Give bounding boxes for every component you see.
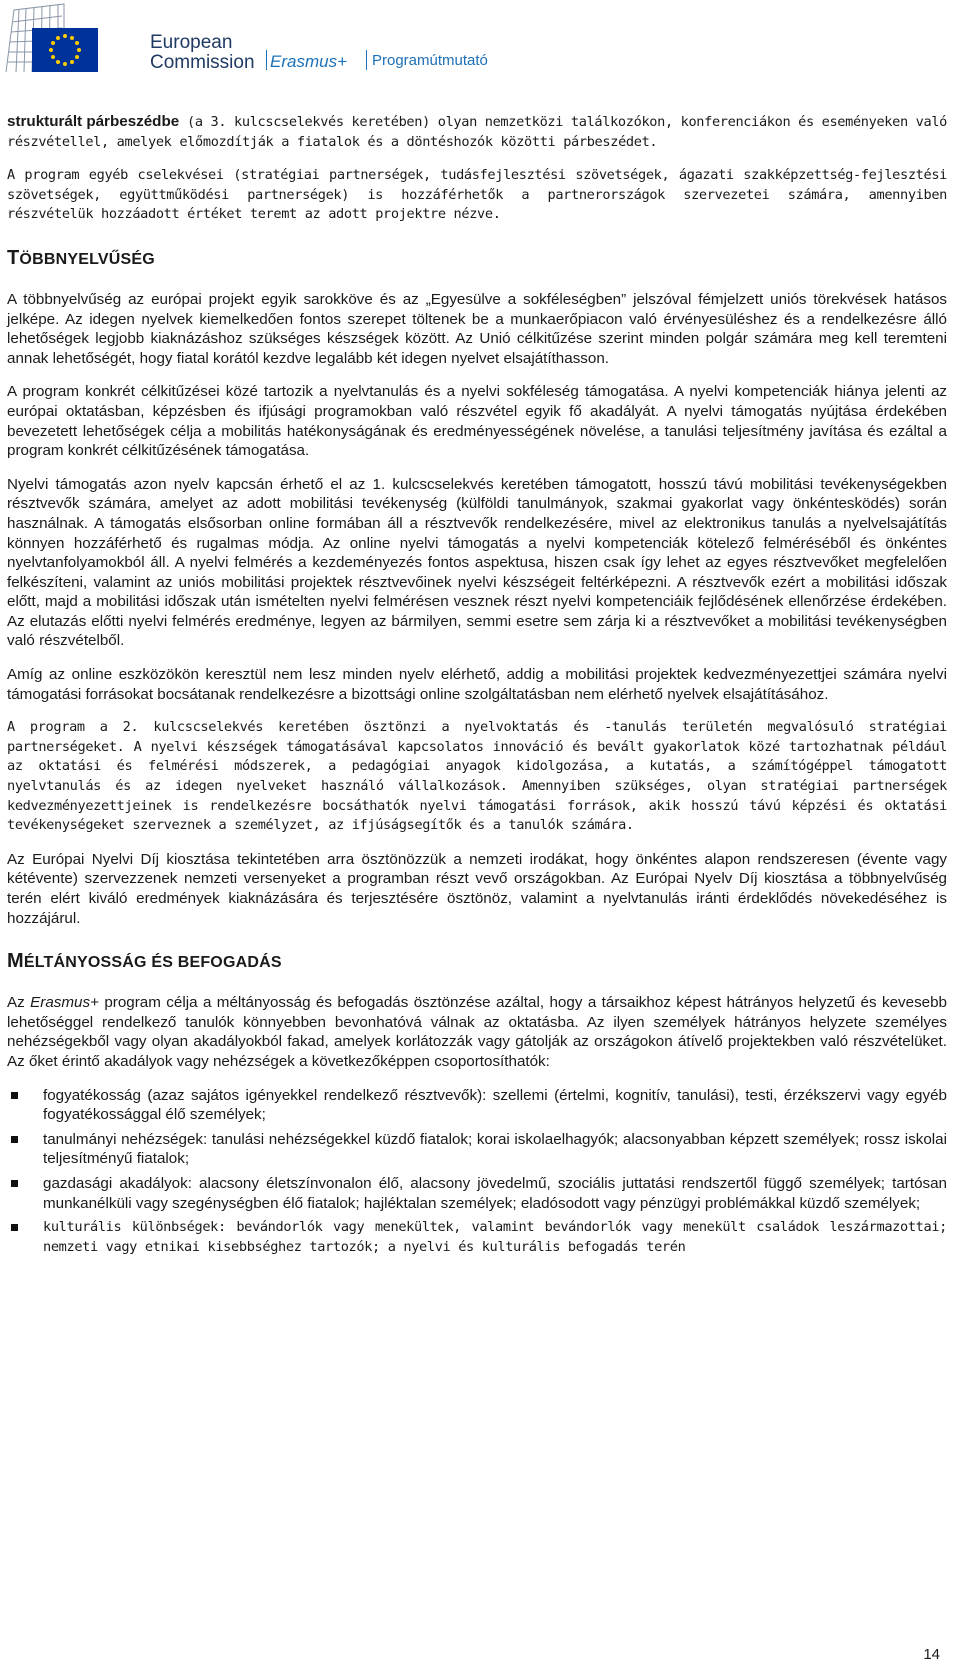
heading-equity-inclusion	[7, 950, 947, 973]
paragraph-language-label: Az Európai Nyelvi Díj kiosztása tekintetében arra ösztönözzük a nemzeti irodákat, hogy önkéntes alapon rendszeresen (évente vagy kétévente) szervezzenek nemzeti versenyeket a programban részt vevő országokban. Az Európai Nyelv Díj kiosztása a többnyelvűség terén elért kiváló eredmények kiaknázására és terjesztésére ösztönöz, valamint a nyelvtanulás iránti érdeklődés növekedéséhez is hozzájárul.	[7, 850, 947, 927]
heading-multilingualism	[7, 247, 947, 270]
header-divider	[266, 50, 267, 70]
paragraph-text: (a 3. kulcscselekvés keretében) olyan nemzetközi találkozókon, konferenciákon és eseményeken való részvétellel, amelyek előmozdítják a fiatalok és a döntéshozók közötti párbeszédet.	[7, 114, 947, 150]
heading-rest: ÖBBNYELVŰSÉG	[19, 250, 155, 268]
org-name-line1: European	[150, 32, 233, 53]
program-name-italic: Erasmus+	[30, 994, 99, 1012]
list-item: gazdasági akadályok: alacsony életszínvonalon élő, alacsony jövedelmű, szociális juttatási rendszertől függő személyek; tartósan munkanélküli vagy szegénységben élő fiatalok; hajléktalan személyek; eladósodott vagy pénzügyi problémákkal küzdő személyek;	[43, 1174, 947, 1212]
eu-flag-icon	[32, 28, 98, 72]
obstacles-list	[7, 1086, 947, 1258]
paragraph-strategic-partnerships: A program a 2. kulcscselekvés keretében ösztönzi a nyelvoktatás és -tanulás területén megvalósuló stratégiai partnerségeket. A nyelvi készségek támogatásával kapcsolatos innováció és bevált gyakorlatok közé tartozhatnak például az oktatási és felmérési módszerek, a pedagógiai anyagok kidolgozása, a kutatás, a számítógéppel támogatott nyelvtanulás és az idegen nyelveket használó vállalkozások. Amennyiben szükséges, olyan stratégiai partnerségek kedvezményezettjeinek is rendelkezésre bocsáthatók nyelvi támogatási források, akik hosszú távú képzési és oktatási tevékenységeket szerveznek a személyzet, az ifjúságsegítők és a tanulók számára.	[7, 719, 947, 834]
paragraph-multilingualism: A többnyelvűség az európai projekt egyik sarokköve és az „Egyesülve a sokféleségben” jelszóval fémjelzett uniós törekvések hatásos jelképe. Az idegen nyelvek kiemelkedően fontos szerepet töltenek be a munkaerőpiacon való érvényesüléshez és a rendelkezésre álló lehetőségek legjobb kiaknázáshoz szükséges készségek között. Az Unió célkitűzése szerint minden polgár számára meg kell teremteni annak lehetőségét, hogy fiatal korától kezdve legalább két idegen nyelvet elsajátíthasson.	[7, 290, 947, 367]
heading-initial: M	[7, 950, 24, 973]
guide-label: Programútmutató	[372, 52, 488, 69]
bold-term: strukturált párbeszédbe	[7, 113, 180, 130]
paragraph-equity	[7, 993, 947, 1071]
paragraph-text: Az	[7, 994, 31, 1012]
document-body	[7, 112, 947, 1262]
paragraph-online-tools: Amíg az online eszközökön keresztül nem lesz minden nyelv elérhető, addig a mobilitási projektek kedvezményezettjei számára nyelvi támogatási forrásokat bocsátanak rendelkezésre a bizottsági online szolgáltatásban nem elérhető nyelvek elsajátításához.	[7, 666, 947, 703]
paragraph-other-actions: A program egyéb cselekvései (stratégiai partnerségek, tudásfejlesztési szövetségek, ágazati szakképzettség-fejlesztési szövetségek, együttműködési partnerségek) is hozzáférhetők a partnerországok szervezetei számára, amennyiben részvételük hozzáadott értéket teremt az adott projektre nézve.	[7, 167, 947, 223]
list-item: tanulmányi nehézségek: tanulási nehézségekkel küzdő fiatalok; korai iskolaelhagyók; alacsonyabban képzett személyek; rossz iskolai teljesítményű fiatalok;	[43, 1130, 947, 1168]
page-number: 14	[923, 1646, 940, 1663]
list-item: fogyatékosság (azaz sajátos igényekkel rendelkező résztvevők): szellemi (értelmi, kognitív, tanulási), testi, érzékszervi vagy egyéb fogyatékossággal élő személyek;	[43, 1086, 947, 1124]
header-divider	[366, 50, 367, 70]
page-header	[0, 0, 960, 80]
program-name: Erasmus+	[270, 52, 347, 71]
paragraph-structured-dialogue	[7, 112, 947, 152]
heading-initial: T	[7, 246, 20, 269]
paragraph-language-support: Nyelvi támogatás azon nyelv kapcsán érhető el az 1. kulcscselekvés keretében támogatott, hosszú távú mobilitási tevékenységekben résztvevők számára, amelyet az adott mobilitási tevékenység (külföldi tanulmányok, szakmai gyakorlat vagy önkéntesködés) során használnak. A támogatás elsősorban online formában áll a résztvevők rendelkezésére, mivel az elektronikus tanulás a nyelvelsajátítás könnyen hozzáférhető és rugalmas módja. Az online nyelvi támogatás a nyelvi kompetenciák kötelező felméréséből és önkéntes nyelvtanfolyamokból áll. A nyelvi felmérés a kezdeményezés fontos aspektusa, hiszen csak így lehet az egyes résztvevőket megfelelően felkészíteni, valamint az uniós mobilitási projektek résztvevőinek nyelvi készségeit feltérképezni. A résztvevők ezért a mobilitási időszak előtt, majd a mobilitási időszak után ismételten nyelvi felmérésen vesznek részt nyelvi kompetenciáik fejlődésének ellenőrzése érdekében. Az elutazás előtti nyelvi felmérés eredménye, legyen az bármilyen, semmi esetre sem zárja ki a résztvevőket a mobilitási tevékenységben való részvételből.	[7, 475, 947, 650]
list-item: kulturális különbségek: bevándorlók vagy menekültek, valamint bevándorlók vagy menekült családok leszármazottai; nemzeti vagy etnikai kisebbséghez tartozók; a nyelvi és kulturális befogadás terén	[43, 1218, 947, 1257]
heading-rest: ÉLTÁNYOSSÁG ÉS BEFOGADÁS	[23, 954, 282, 972]
paragraph-text: program célja a méltányosság és befogadás ösztönzése azáltal, hogy a társaikhoz képest hátrányos helyzetű és kevesebb lehetőséggel rendelkező tanulók könnyebben bevonhatóvá válnak az oktatásba. Az ilyen személyek hátrányos helyzete személyes nehézségekből vagy olyan akadályokból fakad, amelyek korlátozzák vagy gátolják az országokon átívelő projektekben való részvételüket. Az őket érintő akadályok vagy nehézségek a következőképpen csoportosíthatók:	[7, 994, 947, 1070]
org-name-line2: Commission	[150, 52, 255, 73]
paragraph-objectives: A program konkrét célkitűzései közé tartozik a nyelvtanulás és a nyelvi sokféleség támogatása. A nyelvi kompetenciák hiánya jelenti az európai oktatásban, képzésben és ifjúsági programokban való részvétel egyik fő akadályát. A nyelvi támogatás nyújtása érdekében bevezetett lehetőségek célja a mobilitás hatékonyságának és eredményességének növelése, a tanulási teljesítmény javítása és ezáltal a program konkrét célkitűzésének támogatása.	[7, 383, 947, 460]
